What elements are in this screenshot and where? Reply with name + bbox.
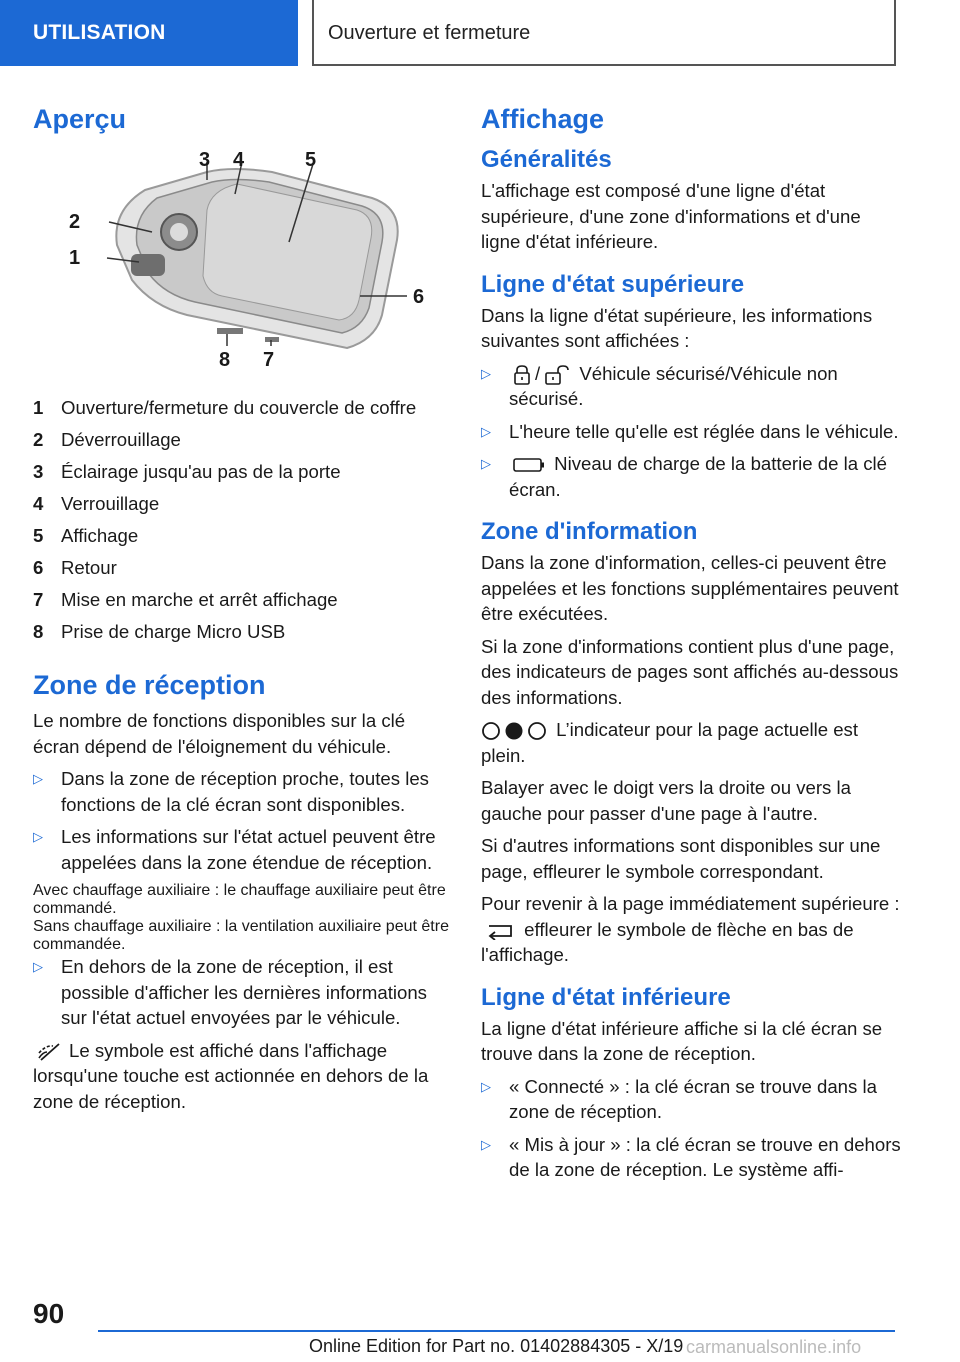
- callout-3: 3: [199, 150, 211, 171]
- battery-icon: [513, 458, 545, 472]
- generalites-title: Généralités: [481, 146, 612, 173]
- back-arrow-icon: [485, 922, 515, 940]
- callout-7: 7: [263, 349, 275, 371]
- page-indicator-icon: [481, 721, 547, 741]
- list-item: ▷ Niveau de charge de la batterie de la clé écran.: [481, 451, 901, 502]
- callout-6: 6: [413, 286, 425, 308]
- generalites-text: L'affichage est composé d'une ligne d'état supérieure, d'une zone d'informations et d'une ligne d'état inférieure.: [481, 180, 861, 252]
- callout-8: 8: [219, 349, 231, 371]
- affichage-title: Affichage: [481, 104, 605, 134]
- ligne-sup-title: Ligne d'état supérieure: [481, 270, 745, 298]
- legend-item: 2 Déverrouillage: [33, 429, 181, 450]
- no-signal-icon: [37, 1042, 65, 1062]
- ligne-inf-title: Ligne d'état inférieure: [481, 983, 731, 1011]
- zone-info-p1: Dans la zone d'information, celles-ci peuvent être appelées et les fonctions supplémentaires peuvent être exécutées.: [481, 552, 899, 624]
- footer-edition: Online Edition for Part no. 01402884305 - X/19: [309, 1336, 684, 1356]
- list-item: ▷ L'heure telle qu'elle est réglée dans le véhicule.: [481, 419, 901, 445]
- triangle-right-icon: ▷: [481, 1136, 491, 1152]
- triangle-right-icon: ▷: [481, 1078, 491, 1094]
- footer-divider: [98, 1330, 895, 1332]
- ligne-sup-text: Dans la ligne d'état supérieure, les informations suivantes sont affichées :: [481, 304, 873, 351]
- triangle-right-icon: ▷: [33, 829, 43, 844]
- legend-item: 8 Prise de charge Micro USB: [33, 621, 286, 642]
- apercu-title: Aperçu: [33, 104, 127, 134]
- list-item: ▷ Les informations sur l'état actuel peuvent être appelées dans la zone étendue de réception.: [33, 824, 451, 875]
- legend-item: 1 Ouverture/fermeture du couvercle de coffre: [33, 397, 417, 418]
- triangle-right-icon: ▷: [33, 771, 43, 786]
- list-item: ▷ Dans la zone de réception proche, toutes les fonctions de la clé écran sont disponibles.: [33, 766, 451, 817]
- zone-reception-title: Zone de réception: [33, 670, 266, 700]
- legend-item: 7 Mise en marche et arrêt affichage: [33, 589, 338, 610]
- lock-icon: [513, 364, 531, 386]
- ligne-sup-bullets: [481, 361, 901, 503]
- display-key-illustration: [57, 150, 437, 378]
- triangle-right-icon: ▷: [481, 423, 491, 439]
- header-section: UTILISATION: [0, 0, 298, 66]
- left-column: [33, 100, 451, 1121]
- zone-info-p6: Pour revenir à la page immédiatement supérieure : effleurer le symbole de flèche en bas de l'affichage.: [481, 893, 900, 965]
- callout-5: 5: [305, 150, 317, 171]
- ligne-inf-bullets: [481, 1074, 901, 1183]
- legend-item: 6 Retour: [33, 557, 117, 578]
- zone-info-title: Zone d'information: [481, 518, 698, 545]
- triangle-right-icon: ▷: [481, 456, 491, 471]
- legend-item: 4 Verrouillage: [33, 493, 160, 514]
- right-column: [481, 100, 901, 1190]
- zone-info-p3: L’indicateur pour la page actuelle est plein.: [481, 719, 859, 766]
- watermark: carmanualsonline.info: [686, 1337, 862, 1357]
- zone-info-p4: Balayer avec le doigt vers la droite ou vers la gauche pour passer d'une page à l'autre.: [481, 777, 851, 824]
- page-number: 90: [33, 1298, 65, 1329]
- legend-item: 3 Éclairage jusqu'au pas de la porte: [33, 461, 341, 482]
- callout-2: 2: [69, 211, 81, 233]
- zone-reception-bullets-2: [33, 954, 451, 1031]
- callout-4: 4: [233, 150, 245, 171]
- zone-info-p5: Si d'autres informations sont disponibles sur une page, effleurer le symbole correspondant.: [481, 835, 881, 882]
- list-item: ▷ « Mis à jour » : la clé écran se trouve en dehors de la zone de réception. Le système affi-: [481, 1132, 901, 1183]
- legend-list: [33, 392, 451, 648]
- zone-info-p2: Si la zone d'informations contient plus d'une page, des indicateurs de pages sont affichés au-dessous des informations.: [481, 635, 899, 708]
- sub-paragraph: Sans chauffage auxiliaire : la ventilation auxiliaire peut être commandée.: [33, 918, 449, 953]
- display-key-figure: [57, 150, 437, 378]
- zone-reception-bullets: [33, 766, 451, 875]
- triangle-right-icon: ▷: [33, 959, 43, 974]
- triangle-right-icon: ▷: [481, 365, 491, 381]
- list-item: ▷ « Connecté » : la clé écran se trouve dans la zone de réception.: [481, 1074, 901, 1125]
- ligne-inf-text: La ligne d'état inférieure affiche si la clé écran se trouve dans la zone de réception.: [481, 1017, 883, 1064]
- list-item: ▷ En dehors de la zone de réception, il est possible d'afficher les dernières informations sur l'état actuel envoyées par le véhicule.: [33, 954, 451, 1031]
- legend-item: 5 Affichage: [33, 525, 139, 546]
- list-item: ▷ / Véhicule sécurisé/Véhicule non sécurisé.: [481, 361, 901, 412]
- sub-paragraph: Avec chauffage auxiliaire : le chauffage auxiliaire peut être commandé.: [33, 882, 446, 917]
- zone-reception-intro: Le nombre de fonctions disponibles sur la clé écran dépend de l'éloignement du véhicule.: [33, 710, 406, 757]
- unlock-icon: [544, 364, 570, 386]
- symbol-note: Le symbole est affiché dans l'affichage lorsqu'une touche est actionnée en dehors de la zone de réception.: [33, 1039, 429, 1112]
- header-chapter: Ouverture et fermeture: [312, 0, 896, 66]
- callout-1: 1: [69, 247, 81, 269]
